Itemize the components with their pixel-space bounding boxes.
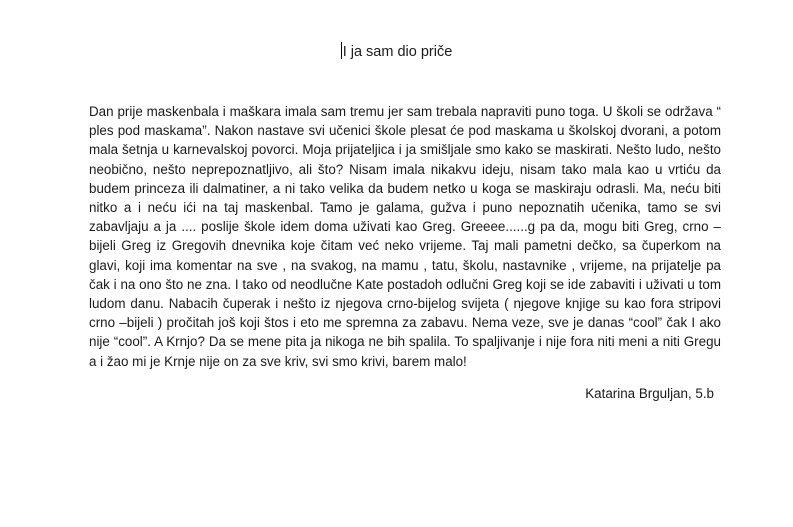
document-body xyxy=(89,102,721,371)
author-signature: Katarina Brguljan, 5.b xyxy=(585,386,714,401)
document-title-line xyxy=(0,42,793,62)
body-paragraph: Dan prije maskenbala i maškara imala sam tremu jer sam trebala napraviti puno toga. U školi se održava “ ples pod maskama”. Nakon nastave svi učenici škole plesat će pod maskama u školskoj dvorani, a potom mala šetnja u karnevalskoj povorci. Moja prijateljica i ja smišljale smo kako se maskirati. Nešto ludo, nešto neobično, nešto neprepoznatljivo, ali što? Nisam imala nikakvu ideju, nisam tako mala kao u vrtiću da budem princeza ili dalmatiner, a ni tako velika da budem netko u koga se maskiraju odrasli. Ma, neću biti nitko a i neću ići na taj maskenbal. Tamo je galama, gužva i puno nepoznatih učenika, tamo se svi zabavljaju a ja .... poslije škole idem doma uživati kao Greg. Greeee......g pa da, mogu biti Greg, crno –bijeli Greg iz Gregovih dnevnika koje čitam već neko vrijeme. Taj mali pametni dečko, sa čuperkom na glavi, koji ima komentar na sve , na svakog, na mamu , tatu, školu, nastavnike , vrijeme, na prijatelje pa čak i na ono što ne zna. I tako od neodlučne Kate postadoh odlučni Greg koji se ide zabaviti i uživati u tom ludom danu. Nabacih čuperak i nešto iz njegova crno-bijelog svijeta ( njegove knjige su kao fora stripovi crno –bijeli ) pročitah još koji štos i eto me spremna za zabavu. Nema veze, sve je danas “cool” čak I ako nije “cool”. A Krnjo? Da se mene pita ja nikoga ne bih spalila. To spaljivanje i nije fora niti meni a niti Gregu a i žao mi je Krnje nije on za sve kriv, svi smo krivi, barem malo! xyxy=(89,104,721,369)
document-title: I ja sam dio priče xyxy=(342,44,453,60)
text-cursor xyxy=(341,42,342,59)
